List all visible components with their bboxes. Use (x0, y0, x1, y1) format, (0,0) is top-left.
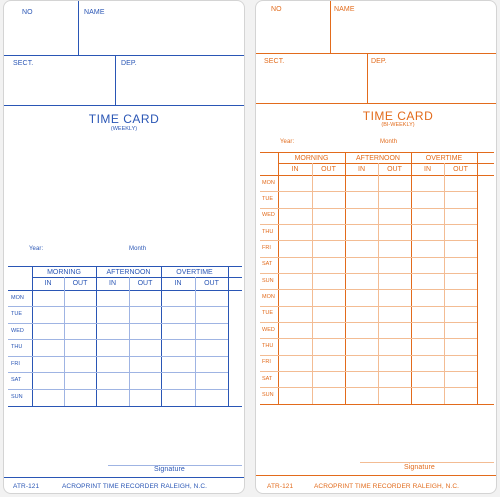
row-line (260, 322, 477, 323)
table-top-line (260, 152, 494, 153)
table-bottom-line (260, 404, 494, 405)
day-label: THU (262, 343, 274, 349)
morning-header: MORNING (294, 155, 329, 162)
day-label: TUE (262, 196, 273, 202)
form-code: ATR-121 (267, 483, 294, 490)
morning-in-out-line (64, 277, 65, 406)
day-label: SAT (262, 261, 273, 267)
biweekly-time-card (255, 0, 497, 494)
signature-label: Signature (404, 464, 435, 471)
form-code: ATR-121 (13, 483, 40, 490)
day-label: SUN (11, 394, 23, 400)
header-divider-2 (256, 103, 497, 104)
dep-field[interactable] (119, 68, 243, 103)
day-label: THU (262, 229, 274, 235)
afternoon-overtime-line (161, 266, 162, 406)
no-name-divider (330, 1, 331, 53)
afternoon-overtime-line (411, 152, 412, 404)
row-line (260, 355, 477, 356)
maker-label: ACROPRINT TIME RECORDER RALEIGH, N.C. (314, 483, 460, 490)
day-label: TUE (11, 311, 22, 317)
afternoon-in-header: IN (358, 166, 365, 173)
year-label: Year: (29, 246, 44, 252)
row-line (8, 389, 228, 390)
dep-label: DEP. (121, 60, 137, 67)
maker-label: ACROPRINT TIME RECORDER RALEIGH, N.C. (62, 483, 208, 490)
footer-line (256, 475, 497, 476)
signature-label: Signature (154, 466, 185, 473)
morning-in-header: IN (44, 280, 52, 287)
column-header-line (8, 290, 242, 291)
overtime-out-header: OUT (204, 280, 219, 287)
sect-field[interactable] (260, 66, 364, 101)
row-line (260, 208, 477, 209)
day-label: FRI (262, 245, 271, 251)
header-divider-1 (256, 53, 497, 54)
overtime-in-out-line (195, 277, 196, 406)
morning-in-header: IN (291, 166, 299, 173)
afternoon-in-out-line (129, 277, 130, 406)
row-line (260, 257, 477, 258)
afternoon-header: AFTERNOON (356, 155, 400, 162)
card-subtitle: (BI-WEEKLY) (381, 122, 415, 128)
year-label: Year: (280, 139, 295, 145)
footer-line (4, 477, 245, 478)
month-label: Month (129, 246, 147, 252)
morning-in-out-line (312, 163, 313, 404)
dep-label: DEP. (371, 58, 387, 65)
afternoon-in-out-line (378, 163, 379, 404)
row-line (260, 289, 477, 290)
table-bottom-line (8, 406, 242, 407)
card-title: TIME CARD (362, 109, 434, 123)
afternoon-out-header: OUT (137, 280, 153, 287)
day-label: SUN (262, 278, 274, 284)
sect-label: SECT. (264, 58, 285, 65)
no-label: NO (22, 9, 33, 16)
row-line (8, 306, 228, 307)
name-field[interactable] (334, 14, 494, 51)
day-label: FRI (11, 361, 20, 367)
card-title: TIME CARD (88, 112, 160, 126)
header-divider-1 (4, 55, 245, 56)
morning-afternoon-line (96, 266, 97, 406)
overtime-in-header: IN (424, 166, 431, 173)
day-label: WED (262, 212, 275, 218)
section-line (278, 163, 494, 164)
day-label: WED (11, 328, 24, 334)
overtime-header: OVERTIME (176, 269, 213, 276)
morning-header: MORNING (47, 269, 81, 276)
day-column-line (32, 266, 33, 406)
no-label: NO (271, 6, 282, 13)
header-divider-2 (4, 105, 245, 106)
sect-dep-divider (115, 55, 116, 105)
day-label: FRI (262, 359, 271, 365)
day-column-line (278, 152, 279, 404)
row-line (8, 372, 228, 373)
sect-field[interactable] (8, 68, 112, 103)
dep-field[interactable] (371, 66, 495, 101)
month-label: Month (380, 139, 398, 145)
overtime-out-header: OUT (453, 166, 468, 173)
overtime-in-out-line (444, 163, 445, 404)
no-field[interactable] (8, 16, 76, 53)
day-label: TUE (262, 310, 273, 316)
card-subtitle: (WEEKLY) (110, 126, 138, 132)
morning-afternoon-line (345, 152, 346, 404)
row-line (260, 240, 477, 241)
sect-label: SECT. (13, 60, 34, 67)
row-line (260, 387, 477, 388)
day-label: THU (11, 344, 23, 350)
day-label: MON (11, 295, 24, 301)
row-line (260, 191, 477, 192)
day-label: WED (262, 327, 275, 333)
column-header-line (260, 175, 494, 176)
table-top-line (8, 266, 242, 267)
row-line (8, 356, 228, 357)
row-line (260, 306, 477, 307)
name-label: NAME (84, 9, 105, 16)
overtime-header: OVERTIME (425, 155, 463, 162)
row-line (260, 371, 477, 372)
row-line (260, 224, 477, 225)
day-label: SAT (11, 377, 22, 383)
afternoon-header: AFTERNOON (106, 269, 151, 276)
day-label: SAT (262, 376, 273, 382)
name-field[interactable] (82, 16, 242, 53)
signature-line (360, 462, 494, 463)
day-label: MON (262, 180, 275, 186)
weekly-time-card (3, 0, 245, 494)
overtime-end-line (228, 266, 229, 406)
no-field[interactable] (260, 14, 328, 51)
morning-out-header: OUT (321, 166, 336, 173)
day-label: SUN (262, 392, 274, 398)
morning-out-header: OUT (72, 280, 88, 287)
row-line (8, 323, 228, 324)
signature-field[interactable] (360, 446, 494, 462)
row-line (8, 339, 228, 340)
day-label: MON (262, 294, 275, 300)
no-name-divider (78, 1, 79, 55)
name-label: NAME (334, 6, 355, 13)
row-line (260, 273, 477, 274)
row-line (260, 338, 477, 339)
overtime-end-line (477, 152, 478, 404)
signature-field[interactable] (108, 449, 242, 465)
afternoon-out-header: OUT (387, 166, 402, 173)
overtime-in-header: IN (174, 280, 182, 287)
sect-dep-divider (367, 53, 368, 103)
afternoon-in-header: IN (109, 280, 116, 287)
